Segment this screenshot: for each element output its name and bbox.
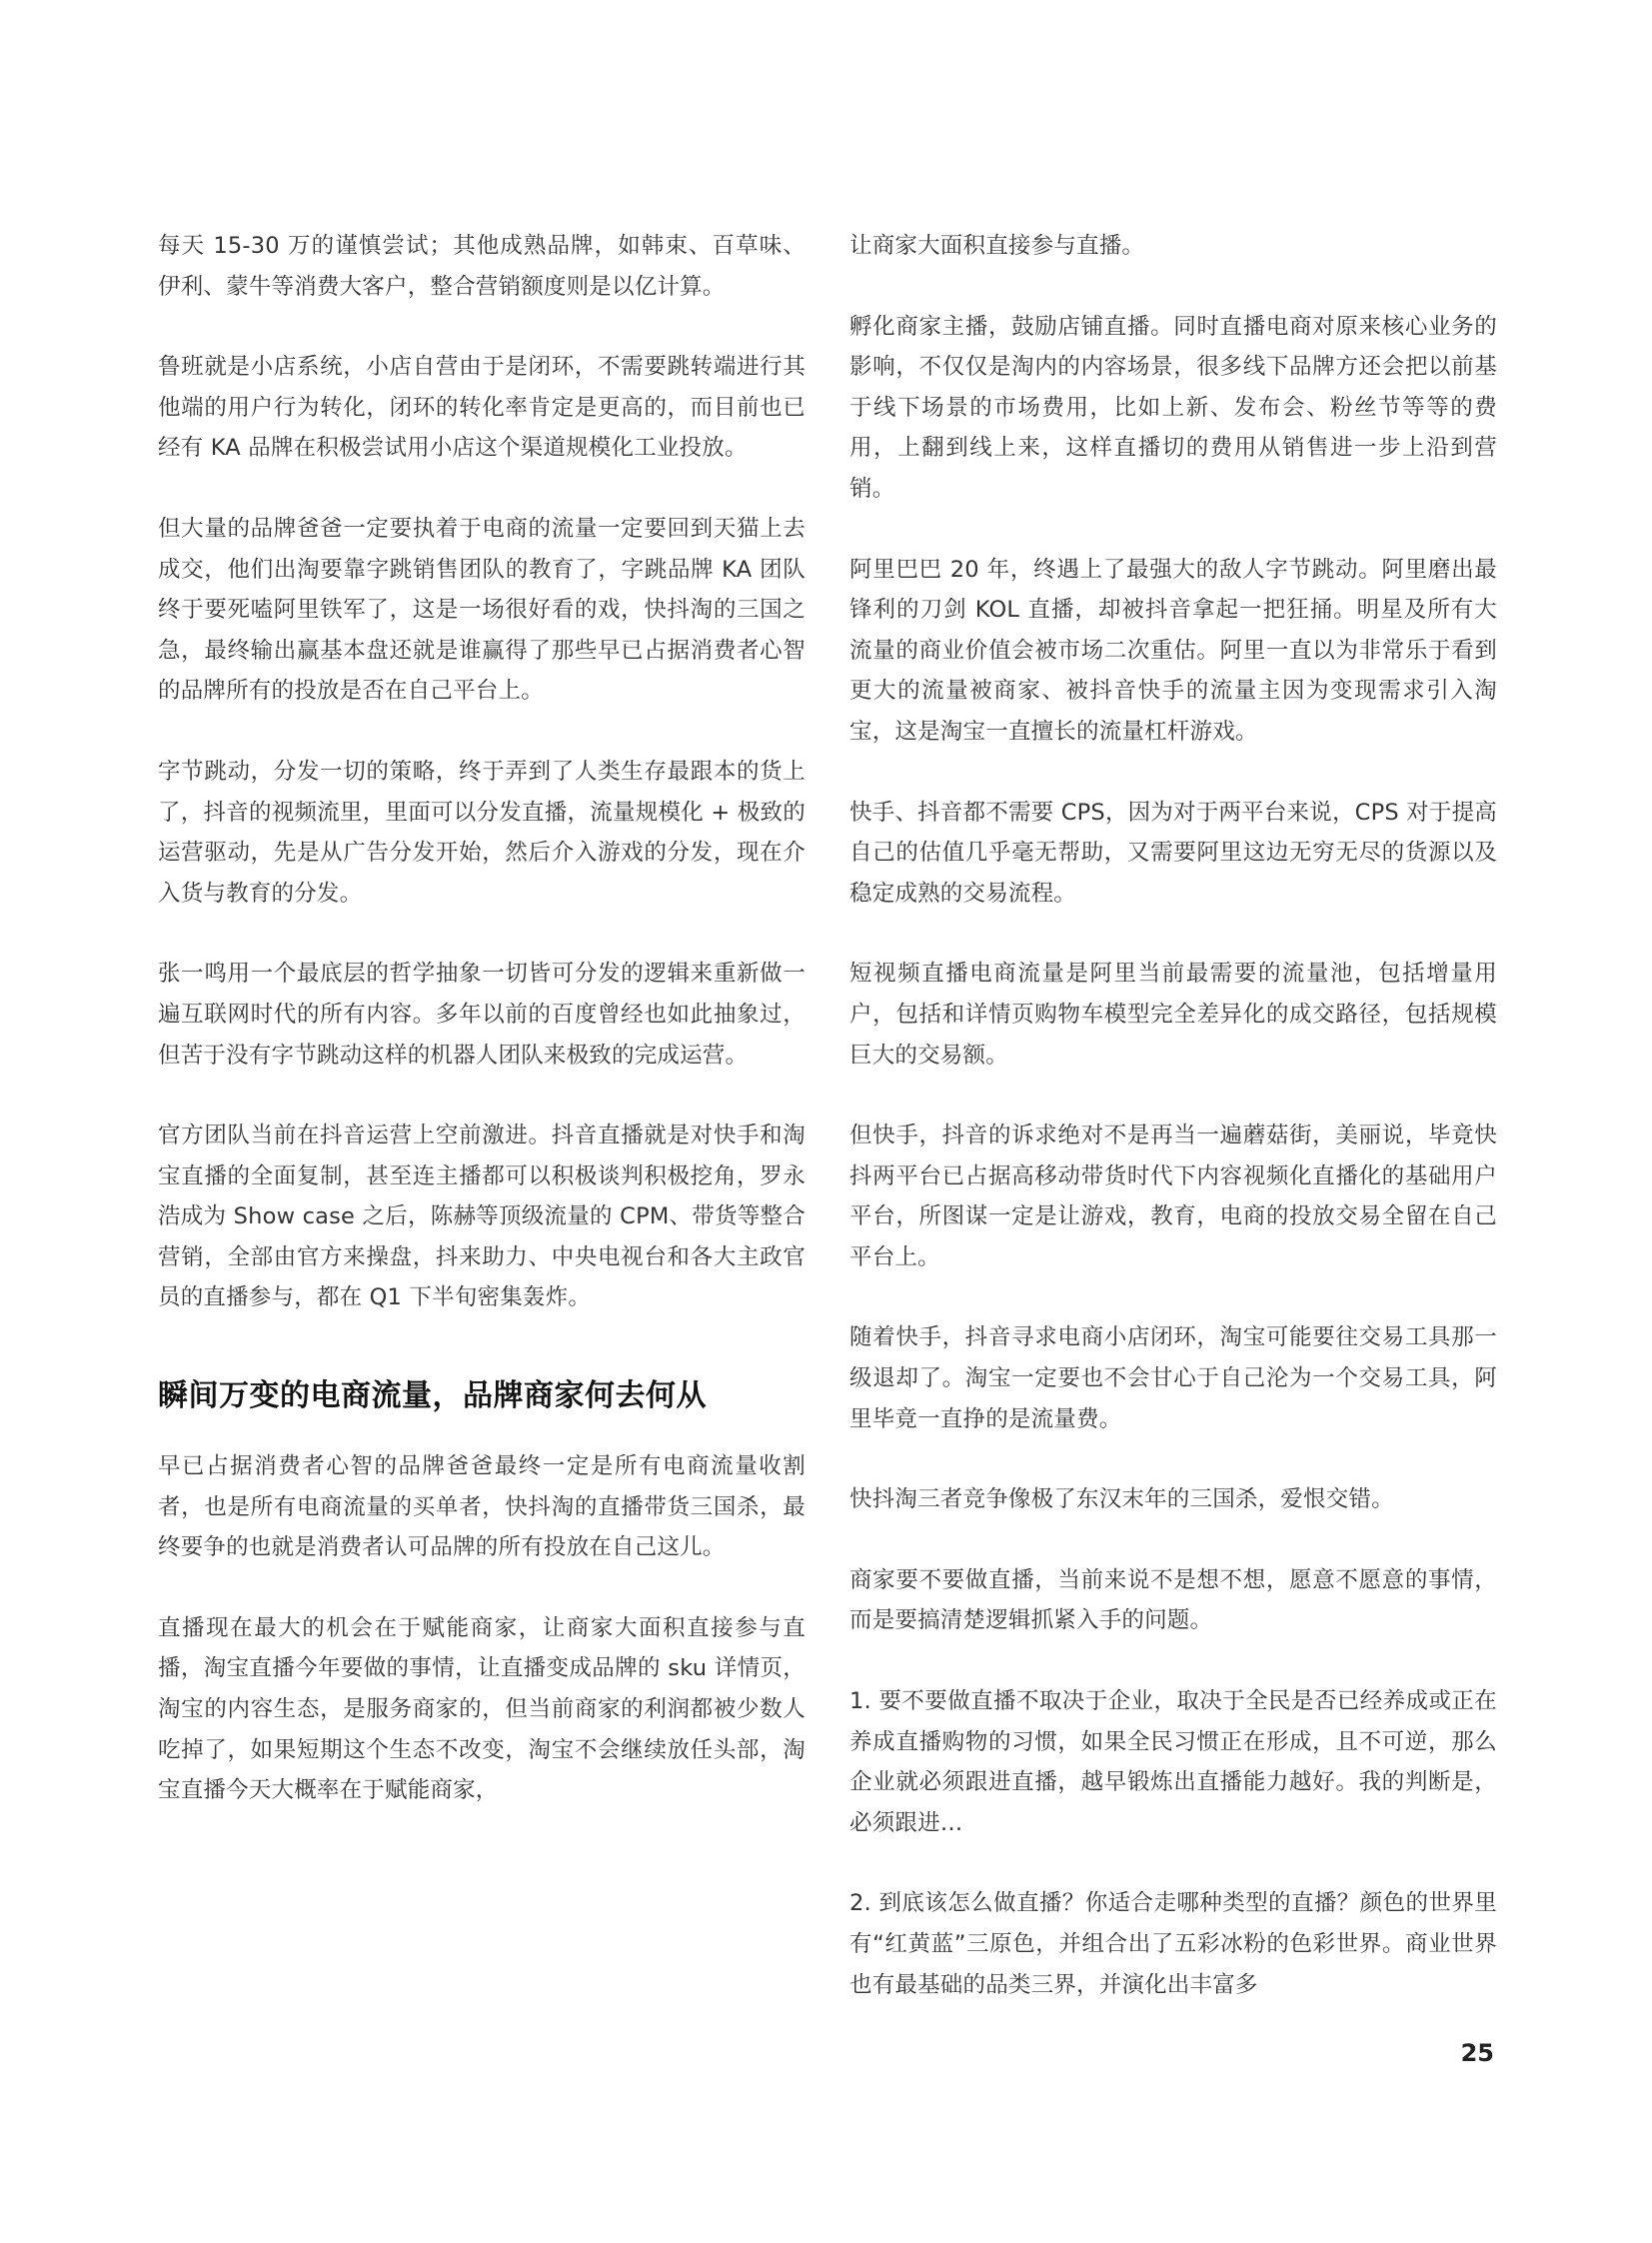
page-number: 25 bbox=[1460, 2039, 1494, 2067]
body-paragraph: 鲁班就是小店系统，小店自营由于是闭环，不需要跳转端进行其他端的用户行为转化，闭环的转化率肯定是更高的，而目前也已经有 KA 品牌在积极尝试用小店这个渠道规模化工业投放。 bbox=[158, 354, 806, 462]
body-paragraph: 但大量的品牌爸爸一定要执着于电商的流量一定要回到天猫上去成交，他们出淘要靠字跳销售团队的教育了，字跳品牌 KA 团队终于要死嗑阿里铁军了，这是一场很好看的戏，快抖淘的三国之急，最终输出赢基本盘还就是谁赢得了那些早已占据消费者心智的品牌所有的投放是否在自己平台上。 bbox=[158, 515, 806, 705]
body-paragraph: 孵化商家主播，鼓励店铺直播。同时直播电商对原来核心业务的影响，不仅仅是淘内的内容场景，很多线下品牌方还会把以前基于线下场景的市场费用，比如上新、发布会、粉丝节等等的费用，上翻到线上来，这样直播切的费用从销售进一步上沿到营销。 bbox=[849, 313, 1497, 502]
body-paragraph: 快手、抖音都不需要 CPS，因为对于两平台来说，CPS 对于提高自己的估值几乎毫无帮助，又需要阿里这边无穷无尽的货源以及稳定成熟的交易流程。 bbox=[849, 799, 1497, 907]
body-paragraph: 每天 15-30 万的谨慎尝试；其他成熟品牌，如韩束、百草味、伊利、蒙牛等消费大客户，整合营销额度则是以亿计算。 bbox=[158, 233, 806, 300]
body-paragraph: 张一鸣用一个最底层的哲学抽象一切皆可分发的逻辑来重新做一遍互联网时代的所有内容。多年以前的百度曾经也如此抽象过，但苦于没有字节跳动这样的机器人团队来极致的完成运营。 bbox=[158, 961, 806, 1069]
body-paragraph: 阿里巴巴 20 年，终遇上了最强大的敌人字节跳动。阿里磨出最锋利的刀剑 KOL 直播，却被抖音拿起一把狂捅。明星及所有大流量的商业价值会被市场二次重估。阿里一直以为非常乐于看到更大的流量被商家、被抖音快手的流量主因为变现需求引入淘宝，这是淘宝一直擅长的流量杠杆游戏。 bbox=[849, 556, 1497, 745]
right-column bbox=[849, 226, 1497, 2045]
body-paragraph: 早已占据消费者心智的品牌爸爸最终一定是所有电商流量收割者，也是所有电商流量的买单者，快抖淘的直播带货三国杀，最终要争的也就是消费者认可品牌的所有投放在自己这儿。 bbox=[158, 1453, 806, 1561]
body-paragraph: 1. 要不要做直播不取决于企业，取决于全民是否已经养成或正在养成直播购物的习惯，如果全民习惯正在形成，且不可逆，那么企业就必须跟进直播，越早锻炼出直播能力越好。我的判断是，必须跟进… bbox=[849, 1688, 1497, 1836]
body-paragraph: 短视频直播电商流量是阿里当前最需要的流量池，包括增量用户，包括和详情页购物车模型完全差异化的成交路径，包括规模巨大的交易额。 bbox=[849, 961, 1497, 1069]
body-paragraph: 官方团队当前在抖音运营上空前激进。抖音直播就是对快手和淘宝直播的全面复制，甚至连主播都可以积极谈判积极挖角，罗永浩成为 Show case 之后，陈赫等顶级流量的 CPM、带货等整合营销，全部由官方来操盘，抖来助力、中央电视台和各大主政官员的直播参与，都在 Q1 下半旬密集轰炸。 bbox=[158, 1122, 806, 1311]
section-heading: 瞬间万变的电商流量，品牌商家何去何从 bbox=[158, 1378, 707, 1414]
body-paragraph: 快抖淘三者竞争像极了东汉末年的三国杀，爱恨交错。 bbox=[849, 1486, 1394, 1513]
left-column bbox=[158, 226, 806, 1851]
body-paragraph: 字节跳动，分发一切的策略，终于弄到了人类生存最跟本的货上了，抖音的视频流里，里面可以分发直播，流量规模化 + 极致的运营驱动，先是从广告分发开始，然后介入游戏的分发，现在介入货与教育的分发。 bbox=[158, 758, 806, 907]
body-paragraph: 随着快手，抖音寻求电商小店闭环，淘宝可能要往交易工具那一级退却了。淘宝一定要也不会甘心于自己沦为一个交易工具，阿里毕竟一直挣的是流量费。 bbox=[849, 1324, 1497, 1432]
body-paragraph: 直播现在最大的机会在于赋能商家，让商家大面积直接参与直播，淘宝直播今年要做的事情，让直播变成品牌的 sku 详情页，淘宝的内容生态，是服务商家的，但当前商家的利润都被少数人吃掉了，如果短期这个生态不改变，淘宝不会继续放任头部，淘宝直播今天大概率在于赋能商家， bbox=[158, 1614, 806, 1804]
body-paragraph: 2. 到底该怎么做直播？你适合走哪种类型的直播？颜色的世界里有“红黄蓝”三原色，并组合出了五彩冰粉的色彩世界。商业世界也有最基础的品类三界，并演化出丰富多 bbox=[849, 1890, 1497, 1998]
body-paragraph: 但快手，抖音的诉求绝对不是再当一遍蘑菇街，美丽说，毕竟快抖两平台已占据高移动带货时代下内容视频化直播化的基础用户平台，所图谋一定是让游戏，教育，电商的投放交易全留在自己平台上。 bbox=[849, 1122, 1497, 1270]
body-paragraph: 商家要不要做直播，当前来说不是想不想，愿意不愿意的事情，而是要搞清楚逻辑抓紧入手的问题。 bbox=[849, 1566, 1497, 1634]
body-paragraph: 让商家大面积直接参与直播。 bbox=[849, 233, 1145, 259]
